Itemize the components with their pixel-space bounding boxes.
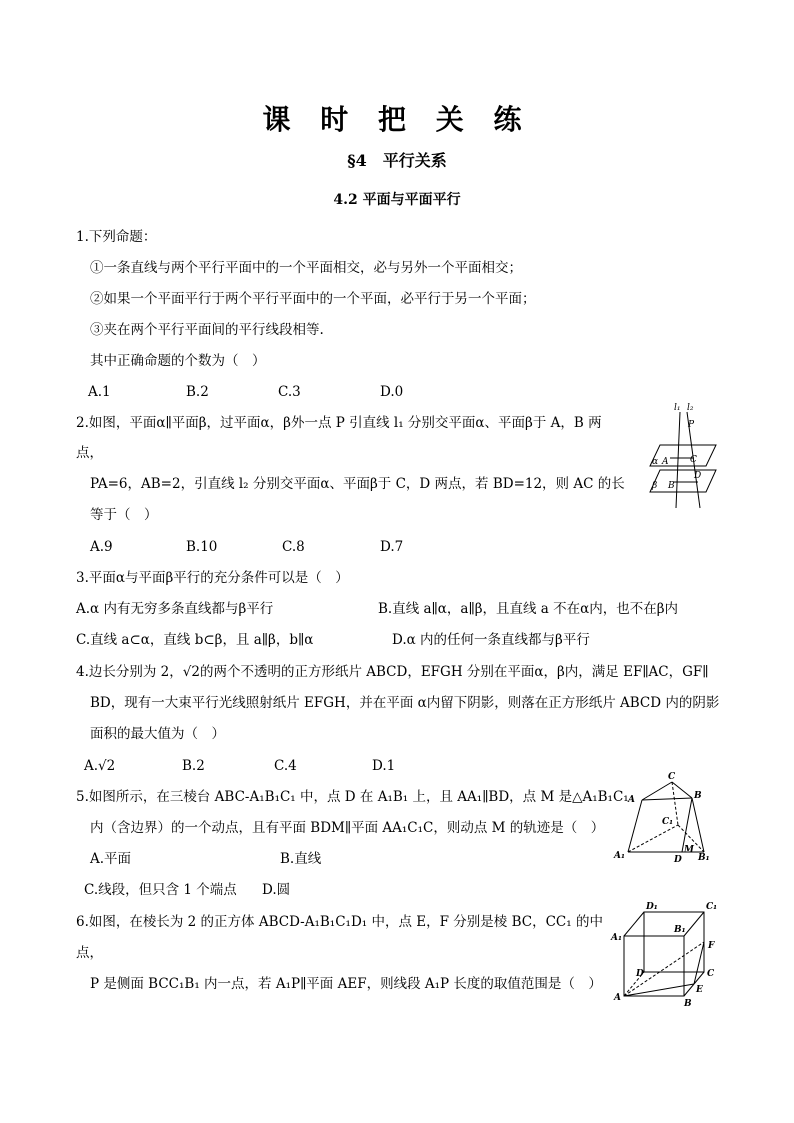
q4-option-d: D.1 xyxy=(372,758,396,774)
q1-statement-1: ①一条直线与两个平行平面中的一个平面相交，必与另外一个平面相交； xyxy=(90,260,522,276)
subsection-heading: 4.2 平面与平面平行 xyxy=(333,192,461,208)
q4-line-1: 4.边长分别为 2，√2的两个不透明的正方形纸片 ABCD，EFGH 分别在平面α，β内，满足 EF∥AC，GF∥ xyxy=(76,664,709,680)
q1-question: 其中正确命题的个数为（ ） xyxy=(90,353,266,369)
q6-fig-label-e: E xyxy=(696,985,703,995)
q2-line-1: 2.如图，平面α∥平面β，过平面α，β外一点 P 引直线 l₁ 分别交平面α、平面β于 A，B 两 xyxy=(76,415,602,431)
q5-figure xyxy=(610,770,720,865)
q5-option-c: C.线段，但只含 1 个端点 xyxy=(84,882,237,898)
q5-fig-label-a1: A₁ xyxy=(614,851,625,861)
q6-figure xyxy=(608,898,728,1010)
q2-option-b: B.10 xyxy=(186,539,218,555)
q6-fig-label-a1: A₁ xyxy=(611,933,622,943)
q2-line-4: 等于（ ） xyxy=(90,507,158,523)
q6-line-1: 6.如图，在棱长为 2 的正方体 ABCD-A₁B₁C₁D₁ 中，点 E，F 分别是棱 BC，CC₁ 的中 xyxy=(76,914,603,930)
q2-fig-label-beta: β xyxy=(652,481,658,491)
q1-statement-3: ③夹在两个平行平面间的平行线段相等. xyxy=(90,322,324,338)
q5-fig-label-a: A xyxy=(628,795,635,805)
q6-fig-label-c: C xyxy=(707,969,715,979)
q5-fig-label-d: D xyxy=(674,855,682,865)
q5-option-b: B.直线 xyxy=(280,851,322,867)
q4-option-b: B.2 xyxy=(182,758,205,774)
q6-fig-label-b: B xyxy=(684,999,692,1009)
q3-option-b: B.直线 a∥α，a∥β，且直线 a 不在α内，也不在β内 xyxy=(378,601,679,617)
q5-fig-label-c1: C₁ xyxy=(662,817,674,827)
q5-option-a: A.平面 xyxy=(90,851,132,867)
q6-fig-label-a: A xyxy=(614,993,621,1003)
q5-fig-label-m: M xyxy=(684,845,694,855)
q2-fig-label-a: A xyxy=(662,457,669,467)
q1-option-c: C.3 xyxy=(278,384,301,400)
q2-fig-label-b: B xyxy=(668,481,675,491)
q4-option-c: C.4 xyxy=(274,758,297,774)
page-title: 课 时 把 关 练 xyxy=(262,103,532,136)
q2-fig-label-l1: l₁ xyxy=(674,403,681,413)
q2-fig-label-d: D xyxy=(694,471,702,481)
q2-fig-label-l2: l₂ xyxy=(687,403,694,413)
q1-option-d: D.0 xyxy=(380,384,404,400)
q6-line-3: P 是侧面 BCC₁B₁ 内一点，若 A₁P∥平面 AEF，则线段 A₁P 长度的取值范围是（ ） xyxy=(90,976,602,992)
q5-option-d: D.圆 xyxy=(262,882,291,898)
q1-stem: 1.下列命题： xyxy=(76,229,157,245)
q2-fig-label-p: P xyxy=(688,420,695,430)
q6-fig-label-d: D xyxy=(636,969,644,979)
q3-option-a: A.α 内有无穷多条直线都与β平行 xyxy=(76,601,274,617)
q2-line-3: PA=6，AB=2，引直线 l₂ 分别交平面α、平面β于 C，D 两点，若 BD=12，则 AC 的长 xyxy=(90,476,625,492)
q6-fig-label-c1: C₁ xyxy=(706,902,718,912)
q2-option-c: C.8 xyxy=(282,539,305,555)
q1-option-a: A.1 xyxy=(88,384,111,400)
q4-line-2: BD，现有一大束平行光线照射纸片 EFGH，并在平面 α内留下阴影，则落在正方形纸片 ABCD 内的阴影 xyxy=(90,695,720,711)
q2-fig-label-c: C xyxy=(690,455,697,465)
section-heading: §4 平行关系 xyxy=(347,151,447,170)
q4-line-3: 面积的最大值为（ ） xyxy=(90,726,225,742)
q2-figure xyxy=(640,400,720,510)
q3-option-c: C.直线 a⊂α，直线 b⊂β，且 a∥β，b∥α xyxy=(76,632,314,648)
q4-option-a: A.√2 xyxy=(84,758,116,774)
q2-line-2: 点， xyxy=(76,445,103,461)
q6-line-2: 点， xyxy=(76,945,103,961)
q5-line-1: 5.如图所示，在三棱台 ABC-A₁B₁C₁ 中，点 D 在 A₁B₁ 上，且 AA₁∥BD，点 M 是△A₁B₁C₁ xyxy=(76,789,629,805)
q6-fig-label-b1: B₁ xyxy=(674,925,686,935)
q5-fig-label-b: B xyxy=(694,791,702,801)
q1-statement-2: ②如果一个平面平行于两个平行平面中的一个平面，必平行于另一个平面； xyxy=(90,291,536,307)
q2-option-d: D.7 xyxy=(380,539,404,555)
q6-fig-label-f: F xyxy=(708,941,715,951)
q5-line-2: 内（含边界）的一个动点，且有平面 BDM∥平面 AA₁C₁C，则动点 M 的轨迹是（ ） xyxy=(90,820,605,836)
q5-fig-label-b1: B₁ xyxy=(698,853,710,863)
q1-option-b: B.2 xyxy=(186,384,209,400)
q3-option-d: D.α 内的任何一条直线都与β平行 xyxy=(392,632,590,648)
q5-fig-label-c: C xyxy=(668,772,676,782)
q2-option-a: A.9 xyxy=(90,539,113,555)
q2-fig-label-alpha: α xyxy=(652,457,659,467)
q3-stem: 3.平面α与平面β平行的充分条件可以是（ ） xyxy=(76,570,349,586)
q6-fig-label-d1: D₁ xyxy=(646,902,658,912)
